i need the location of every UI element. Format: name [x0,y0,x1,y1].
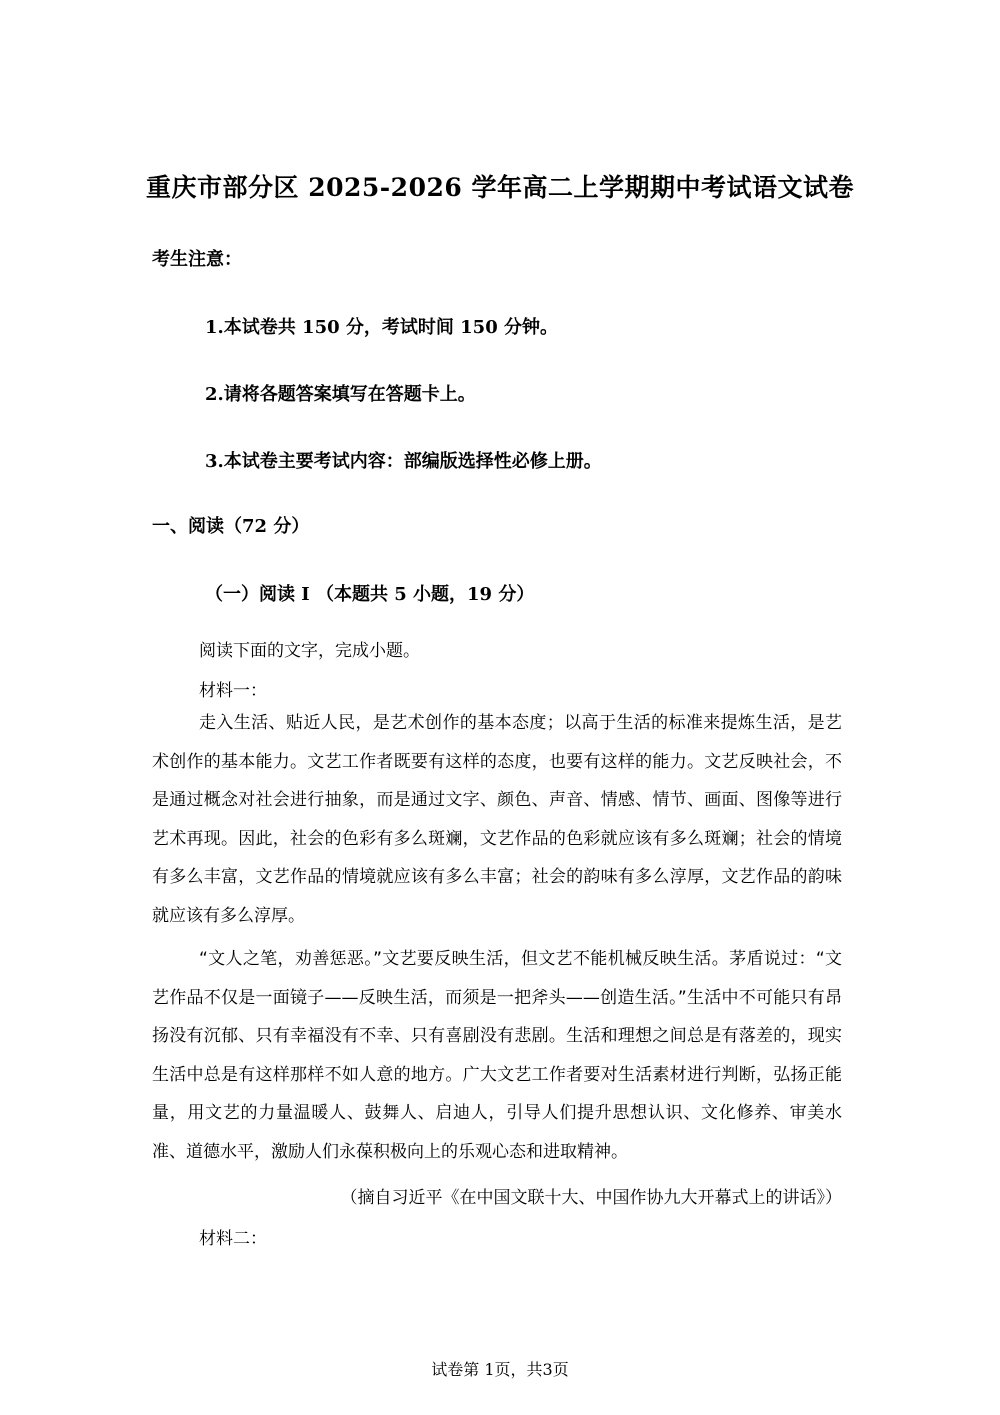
reading-instruction: 阅读下面的文字，完成小题。 [199,641,420,661]
notice-heading: 考生注意： [152,249,242,270]
material-one-paragraph-2: “文人之笔，劝善惩恶。”文艺要反映生活，但文艺不能机械反映生活。茅盾说过：“文艺作品不仅是一面镜子——反映生活，而须是一把斧头——创造生活。”生活中不可能只有昂扬没有沉郁、只有幸福没有不幸、只有喜剧没有悲剧。生活和理想之间总是有落差的，现实生活中总是有这样那样不如人意的地方。广大文艺工作者要对生活素材进行判断，弘扬正能量，用文艺的力量温暖人、鼓舞人、启迪人，引导人们提升思想认识、文化修养、审美水准、道德水平，激励人们永葆积极向上的乐观心态和进取精神。 [152,949,842,1162]
material-one-source: （摘自习近平《在中国文联十大、中国作协九大开幕式上的讲话》） [340,1188,842,1208]
notice-item-1: 1.本试卷共 150 分，考试时间 150 分钟。 [205,317,559,338]
exam-title: 重庆市部分区 2025-2026 学年高二上学期期中考试语文试卷 [146,173,854,202]
subsection-heading-reading-1: （一）阅读 I （本题共 5 小题，19 分） [205,584,535,605]
notice-item-3: 3.本试卷主要考试内容：部编版选择性必修上册。 [205,451,602,472]
material-one-label: 材料一： [199,681,267,701]
page-footer: 试卷第 1页，共3页 [431,1360,569,1379]
notice-item-2: 2.请将各题答案填写在答题卡上。 [205,384,476,405]
material-one-paragraph-1: 走入生活、贴近人民，是艺术创作的基本态度；以高于生活的标准来提炼生活，是艺术创作的基本能力。文艺工作者既要有这样的态度，也要有这样的能力。文艺反映社会，不是通过概念对社会进行抽象，而是通过文字、颜色、声音、情感、情节、画面、图像等进行艺术再现。因此，社会的色彩有多么斑斓，文艺作品的色彩就应该有多么斑斓；社会的情境有多么丰富，文艺作品的情境就应该有多么丰富；社会的韵味有多么淳厚，文艺作品的韵味就应该有多么淳厚。 [152,713,842,926]
section-heading-reading: 一、阅读（72 分） [152,516,310,537]
material-two-label: 材料二： [199,1229,267,1249]
